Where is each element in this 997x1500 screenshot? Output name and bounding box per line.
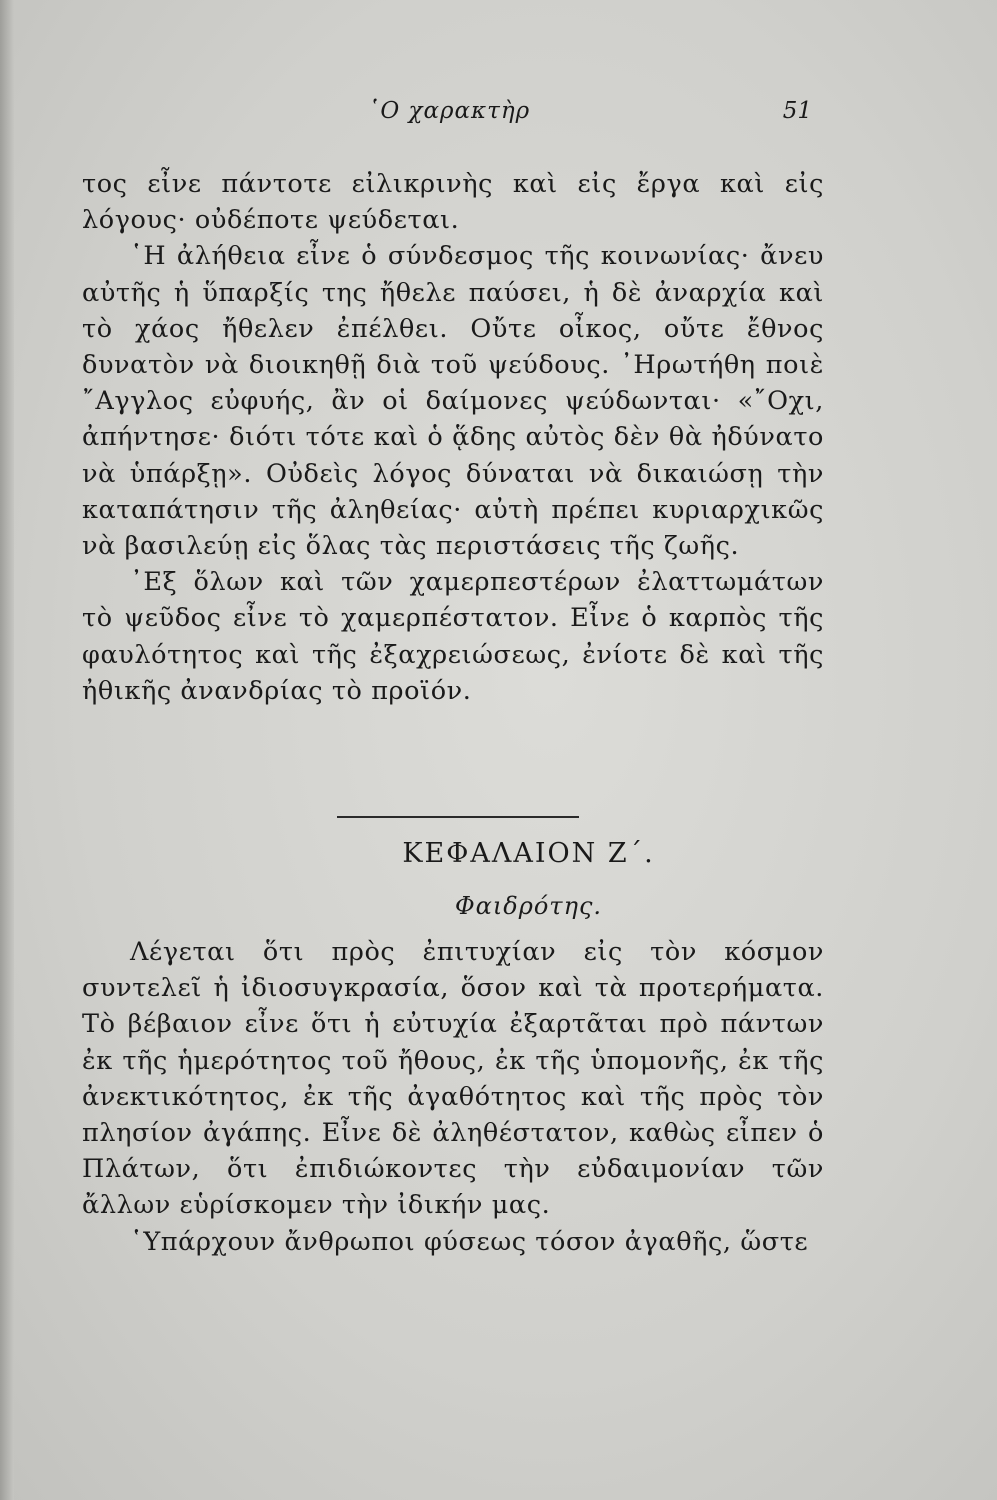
paragraph: Λέγεται ὅτι πρὸς ἐπιτυχίαν εἰς τὸν κόσμον συντελεῖ ἡ ἰδιοσυγκρασία, ὅσον καὶ τὰ προτερήματα. Τὸ βέβαιον εἶνε ὅτι ἡ εὐτυχία ἐξαρτᾶται πρὸ πάντων ἐκ τῆς ἡμερότητος τοῦ ἤθους, ἐκ τῆς ὑπομονῆς, ἐκ τῆς ἀνεκτικότητος, ἐκ τῆς ἀγαθότητος καὶ τῆς πρὸς τὸν πλησίον ἀγάπης. Εἶνε δὲ ἀληθέστατον, καθὼς εἶπεν ὁ Πλάτων, ὅτι ἐπιδιώκοντες τὴν εὐδαιμονίαν τῶν ἄλλων εὑρίσκομεν τὴν ἰδικήν μας. xyxy=(82,937,824,1221)
text-block-chapter xyxy=(82,934,824,1260)
running-title: ῾Ο χαρακτὴρ xyxy=(367,98,531,124)
page-number: 51 xyxy=(782,98,812,124)
paragraph: ῾Η ἀλήθεια εἶνε ὁ σύνδεσμος τῆς κοινωνίας· ἄνευ αὐτῆς ἡ ὕπαρξίς της ἤθελε παύσει, ἡ δὲ ἀναρχία καὶ τὸ χάος ἤθελεν ἐπέλθει. Οὔτε οἶκος, οὔτε ἔθνος δυνατὸν νὰ διοικηθῇ διὰ τοῦ ψεύδους. ᾿Ηρωτήθη ποιὲ ῎Αγγλος εὐφυής, ἂν οἱ δαίμονες ψεύδωνται· «῎Οχι, ἀπήντησε· διότι τότε καὶ ὁ ᾅδης αὐτὸς δὲν θὰ ἠδύνατο νὰ ὑπάρξῃ». Οὐδεὶς λόγος δύναται νὰ δικαιώσῃ τὴν καταπάτησιν τῆς ἀληθείας· αὐτὴ πρέπει κυριαρχικῶς νὰ βασιλεύῃ εἰς ὅλας τὰς περιστάσεις τῆς ζωῆς. xyxy=(82,241,824,562)
chapter-heading: ΚΕΦΑΛΑΙΟΝ Ζ΄. xyxy=(402,838,655,869)
chapter-title: Φαιδρότης. xyxy=(454,892,603,920)
text-block-continuation xyxy=(82,166,824,709)
paragraph: τος εἶνε πάντοτε εἰλικρινὴς καὶ εἰς ἔργα καὶ εἰς λόγους· οὐδέποτε ψεύδεται. xyxy=(82,169,824,236)
page-binding-shadow xyxy=(0,0,14,1500)
paragraph: ᾿Εξ ὅλων καὶ τῶν χαμερπεστέρων ἐλαττωμάτων τὸ ψεῦδος εἶνε τὸ χαμερπέστατον. Εἶνε ὁ καρπὸς τῆς φαυλότητος καὶ τῆς ἐξαχρειώσεως, ἐνίοτε δὲ καὶ τῆς ἠθικῆς ἀνανδρίας τὸ προϊόν. xyxy=(82,567,824,706)
page-header xyxy=(80,98,818,134)
paragraph: ῾Υπάρχουν ἄνθρωποι φύσεως τόσον ἀγαθῆς, ὥστε xyxy=(130,1226,809,1257)
section-divider xyxy=(337,816,579,818)
